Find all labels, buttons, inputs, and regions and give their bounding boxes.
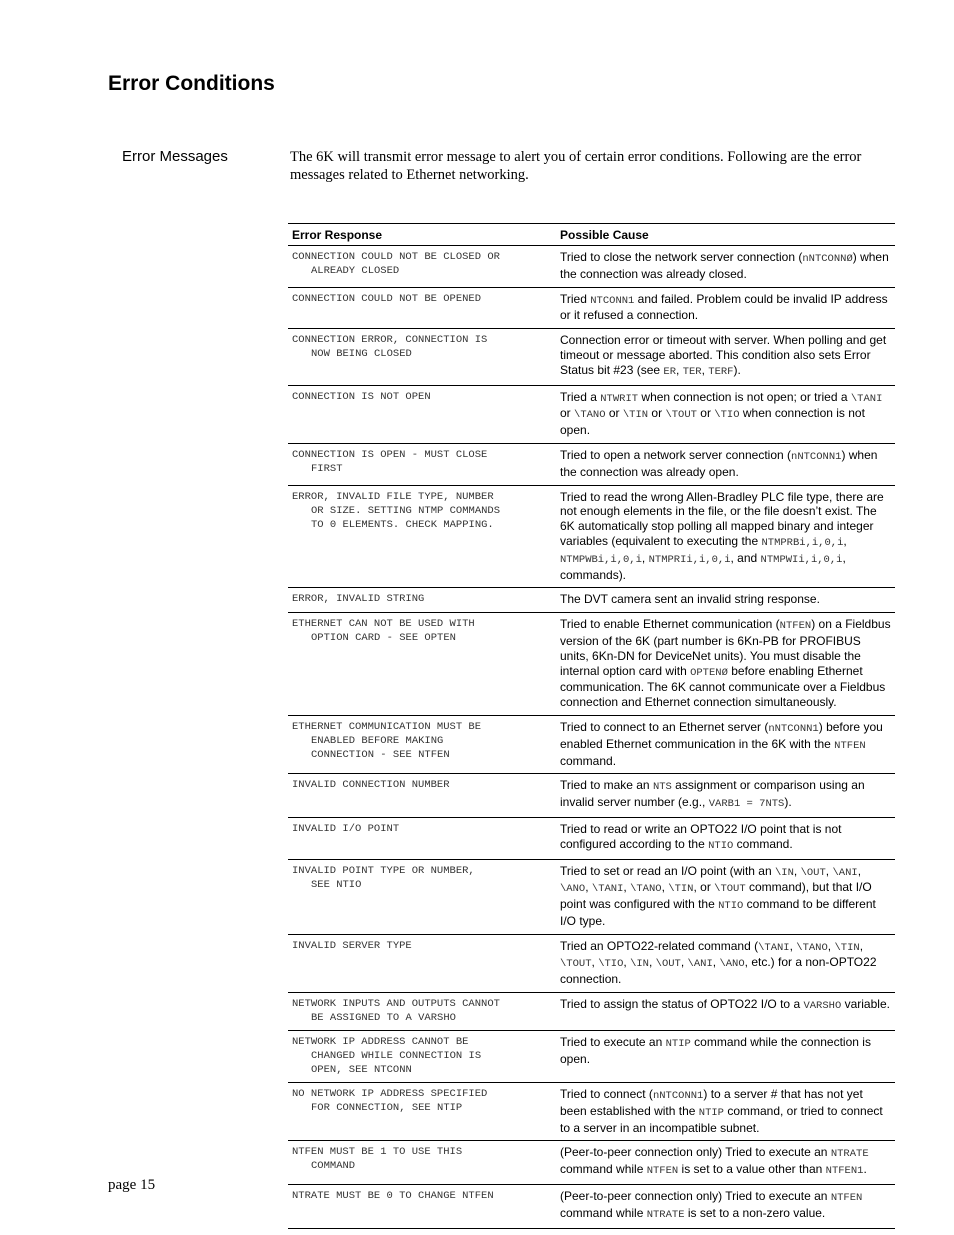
error-response-cell xyxy=(288,774,556,818)
cause-text: ) when the connection was already closed. xyxy=(560,250,889,281)
table-row xyxy=(288,934,895,992)
possible-cause-cell xyxy=(556,246,895,288)
table-row xyxy=(288,1141,895,1185)
error-response-line: NOW BEING CLOSED xyxy=(311,348,412,361)
error-response-cell xyxy=(288,443,556,485)
command-code: \OUT xyxy=(655,958,681,971)
page-title: Error Conditions xyxy=(108,72,275,95)
command-code: NTMPRIi,i,0,i xyxy=(648,553,731,566)
error-response-line: OPEN, SEE NTCONN xyxy=(311,1064,412,1077)
error-response-line: ETHERNET CAN NOT BE USED WITH xyxy=(292,618,475,631)
command-code: \ANO xyxy=(560,883,586,896)
cause-text: , etc.) for a non-OPTO22 connection. xyxy=(560,955,877,987)
error-response-line: FOR CONNECTION, SEE NTIP xyxy=(311,1102,463,1115)
command-code: nNTCONNØ xyxy=(802,253,853,265)
error-response-cell xyxy=(288,1141,556,1185)
possible-cause-cell xyxy=(556,1185,895,1229)
cause-text: (Peer-to-peer connection only) Tried to execute an xyxy=(560,1145,831,1160)
cause-text: variable. xyxy=(841,997,890,1012)
cause-text: . xyxy=(863,1162,867,1177)
possible-cause-cell xyxy=(556,613,895,716)
error-response-cell xyxy=(288,588,556,613)
command-code: NTS xyxy=(652,781,672,794)
cause-text: ) before you enabled Ethernet communication in the 6K with the xyxy=(560,719,883,751)
command-code: \TANI xyxy=(850,392,883,405)
cause-text: Tried to read the wrong Allen-Bradley PLC file type, there are not enough elements in the file, or the file doesn’t exist. The 6K automatically stop polling all mapped binary and integer variables (equivalent to executing the xyxy=(560,489,884,548)
cause-text: Tried to read or write an OPTO22 I/O point that is not configured according to the xyxy=(560,821,842,851)
cause-text: Tried xyxy=(560,291,591,306)
possible-cause-cell xyxy=(556,993,895,1031)
error-response-line: TO 0 ELEMENTS. CHECK MAPPING. xyxy=(311,518,494,531)
cause-text: or xyxy=(648,406,666,421)
cause-text: command), but that I/O point was configured with the xyxy=(560,880,872,912)
error-response-line: INVALID I/O POINT xyxy=(292,822,400,835)
command-code: \TIN xyxy=(622,409,649,422)
command-code: NTMPWIi,i,0,i xyxy=(760,553,843,566)
command-code: \TOUT xyxy=(560,958,592,971)
cause-text: Tried to make an xyxy=(560,778,653,793)
cause-text: Tried to connect to an Ethernet server ( xyxy=(560,719,769,734)
error-response-line: CONNECTION COULD NOT BE OPENED xyxy=(292,292,482,305)
possible-cause-cell xyxy=(556,385,895,443)
cause-text: (Peer-to-peer connection only) Tried to execute an xyxy=(560,1189,831,1204)
cause-text: Tried a xyxy=(560,389,601,404)
error-response-cell xyxy=(288,485,556,588)
table-body xyxy=(288,246,895,1229)
command-code: nNTCONN1 xyxy=(768,722,819,735)
command-code: \TIO xyxy=(714,409,740,422)
error-response-line: NO NETWORK IP ADDRESS SPECIFIED xyxy=(292,1088,488,1101)
error-response-line: OR SIZE. SETTING NTMP COMMANDS xyxy=(311,504,501,517)
command-code: \TANO xyxy=(630,883,662,896)
command-code: \ANI xyxy=(832,866,858,879)
table-row xyxy=(288,859,895,934)
command-code: NTMPWBi,i,0,i xyxy=(560,553,642,566)
possible-cause-cell xyxy=(556,485,895,588)
cause-text: , xyxy=(827,938,835,953)
error-response-line: CONNECTION IS OPEN - MUST CLOSE xyxy=(292,448,488,461)
error-response-cell xyxy=(288,246,556,288)
cause-text: , xyxy=(701,362,709,377)
cause-text: , xyxy=(585,880,592,895)
command-code: TERF xyxy=(708,365,734,378)
table-row xyxy=(288,329,895,385)
error-response-line: ERROR, INVALID STRING xyxy=(292,593,425,606)
command-code: \IN xyxy=(630,958,649,971)
cause-text: ) on a Fieldbus version of the 6K (part number is 6Kn-PB for PROFIBUS units, 6Kn-DN for DeviceNet units). You must disable the internal option card with xyxy=(560,617,891,678)
possible-cause-cell xyxy=(556,817,895,859)
possible-cause-cell xyxy=(556,859,895,934)
command-code: \TOUT xyxy=(714,883,746,896)
error-response-cell xyxy=(288,859,556,934)
side-heading: Error Messages xyxy=(122,148,228,165)
cause-text: ). xyxy=(784,795,792,810)
error-response-cell xyxy=(288,715,556,773)
table-row xyxy=(288,1083,895,1141)
cause-text: , xyxy=(623,955,631,970)
error-response-line: NTRATE MUST BE 0 TO CHANGE NTFEN xyxy=(292,1190,494,1203)
possible-cause-cell xyxy=(556,1141,895,1185)
cause-text: Tried to enable Ethernet communication ( xyxy=(560,617,780,632)
table-row xyxy=(288,613,895,716)
table-row xyxy=(288,993,895,1031)
cause-text: , or xyxy=(693,880,715,895)
command-code: NTIP xyxy=(665,1038,691,1051)
cause-text: or xyxy=(696,406,715,421)
table-row xyxy=(288,715,895,773)
command-code: \OUT xyxy=(800,866,826,879)
error-response-line: NETWORK IP ADDRESS CANNOT BE xyxy=(292,1036,469,1049)
column-header-possible-cause: Possible Cause xyxy=(556,224,895,246)
error-response-line: ERROR, INVALID FILE TYPE, NUMBER xyxy=(292,490,494,503)
command-code: \TIN xyxy=(834,941,860,954)
error-response-line: INVALID CONNECTION NUMBER xyxy=(292,779,450,792)
cause-text: command. xyxy=(560,753,617,768)
cause-text: , xyxy=(793,863,801,878)
error-response-line: CONNECTION IS NOT OPEN xyxy=(292,390,431,403)
command-code: \TANI xyxy=(758,941,790,954)
command-code: NTCONN1 xyxy=(590,294,635,307)
error-response-line: NETWORK INPUTS AND OUTPUTS CANNOT xyxy=(292,998,500,1011)
error-response-line: INVALID POINT TYPE OR NUMBER, xyxy=(292,864,475,877)
column-header-error-response: Error Response xyxy=(288,224,556,246)
error-response-cell xyxy=(288,817,556,859)
error-response-line: NTFEN MUST BE 1 TO USE THIS xyxy=(292,1146,463,1159)
cause-text: command, or tried to connect to a server in an incompatible subnet. xyxy=(560,1103,883,1135)
cause-text: , xyxy=(825,863,833,878)
command-code: \ANO xyxy=(719,958,745,971)
command-code: OPTENØ xyxy=(690,666,728,679)
command-code: \TANO xyxy=(796,941,828,954)
command-code: NTFEN1 xyxy=(825,1165,864,1178)
cause-text: Tried to assign the status of OPTO22 I/O to a xyxy=(560,997,804,1012)
cause-text: assignment or comparison using an invalid server number (e.g., xyxy=(560,778,865,810)
page-number: page 15 xyxy=(108,1177,156,1193)
table-row xyxy=(288,588,895,613)
command-code: ER xyxy=(663,365,677,378)
cause-text: Tried to execute an xyxy=(560,1035,666,1050)
cause-text: ) to a server # that has not yet been established with the xyxy=(560,1087,863,1118)
cause-text: Connection error or timeout with server. When polling and get timeout or message aborted. This condition also sets Error Status bit #23 (see xyxy=(560,333,887,377)
error-response-line: COMMAND xyxy=(311,1160,356,1173)
error-response-cell xyxy=(288,287,556,329)
error-response-line: INVALID SERVER TYPE xyxy=(292,939,412,952)
command-code: TER xyxy=(682,365,702,378)
error-response-line: BE ASSIGNED TO A VARSHO xyxy=(311,1012,456,1025)
error-response-line: ALREADY CLOSED xyxy=(311,265,400,277)
cause-text: The DVT camera sent an invalid string response. xyxy=(560,592,820,607)
possible-cause-cell xyxy=(556,774,895,818)
command-code: \TANI xyxy=(591,883,624,896)
cause-text: Tried to close the network server connection ( xyxy=(560,250,803,264)
command-code: NTFEN xyxy=(779,620,812,633)
possible-cause-cell xyxy=(556,1031,895,1083)
possible-cause-cell xyxy=(556,443,895,485)
command-code: NTMPRBi,i,0,i xyxy=(761,536,844,549)
command-code: \TIN xyxy=(668,883,694,896)
error-response-cell xyxy=(288,1185,556,1229)
table-header-row xyxy=(288,224,895,246)
cause-text: command to be different I/O type. xyxy=(560,897,876,928)
possible-cause-cell xyxy=(556,287,895,329)
cause-text: , xyxy=(676,362,683,377)
table-row xyxy=(288,485,895,588)
error-response-cell xyxy=(288,613,556,716)
cause-text: or xyxy=(605,406,623,421)
command-code: \IN xyxy=(775,866,794,879)
cause-text: , xyxy=(641,550,649,565)
command-code: \TOUT xyxy=(665,409,697,422)
cause-text: , and xyxy=(730,550,761,565)
error-response-line: CONNECTION ERROR, CONNECTION IS xyxy=(292,334,488,347)
cause-text: command while xyxy=(560,1205,647,1220)
cause-text: when connection is not open; or tried a xyxy=(638,389,851,404)
error-response-line: CHANGED WHILE CONNECTION IS xyxy=(311,1050,482,1063)
command-code: NTFEN xyxy=(646,1165,679,1178)
table-row xyxy=(288,287,895,329)
error-response-line: ETHERNET COMMUNICATION MUST BE xyxy=(292,720,482,733)
error-table xyxy=(288,223,895,1229)
cause-text: is set to a value other than xyxy=(678,1162,826,1177)
cause-text: command. xyxy=(733,836,793,851)
cause-text: command while the connection is open. xyxy=(560,1035,871,1066)
cause-text: Tried an OPTO22-related command ( xyxy=(560,938,759,953)
cause-text: or xyxy=(560,406,575,421)
cause-text: , xyxy=(648,955,656,970)
possible-cause-cell xyxy=(556,329,895,385)
cause-text: when connection is not open. xyxy=(560,406,865,438)
error-response-cell xyxy=(288,1083,556,1141)
cause-text: and failed. Problem could be invalid IP address or it refused a connection. xyxy=(560,291,888,323)
cause-text: ) when the connection was already open. xyxy=(560,447,878,479)
command-code: nNTCONN1 xyxy=(791,450,842,463)
error-response-line: FIRST xyxy=(311,462,343,475)
command-code: NTFEN xyxy=(834,739,866,752)
error-response-cell xyxy=(288,934,556,992)
cause-text: , xyxy=(591,955,599,970)
cause-text: , xyxy=(843,533,847,548)
error-response-line: CONNECTION COULD NOT BE CLOSED OR xyxy=(292,251,500,263)
command-code: \TIO xyxy=(598,958,624,971)
command-code: NTFEN xyxy=(830,1192,863,1205)
possible-cause-cell xyxy=(556,588,895,613)
cause-text: , xyxy=(661,880,669,895)
error-response-line: ENABLED BEFORE MAKING xyxy=(311,734,444,747)
possible-cause-cell xyxy=(556,1083,895,1141)
table-row xyxy=(288,385,895,443)
table-row xyxy=(288,1031,895,1083)
cause-text: , xyxy=(680,955,688,970)
cause-text: Tried to open a network server connection ( xyxy=(560,447,792,462)
command-code: NTWRIT xyxy=(600,392,639,405)
error-response-line: SEE NTIO xyxy=(311,878,362,891)
error-response-line: OPTION CARD - SEE OPTEN xyxy=(311,632,456,645)
error-response-cell xyxy=(288,385,556,443)
command-code: \TANO xyxy=(574,409,606,422)
cause-text: , xyxy=(789,938,797,953)
command-code: NTIO xyxy=(708,839,734,852)
table-row xyxy=(288,246,895,288)
error-response-line: CONNECTION - SEE NTFEN xyxy=(311,748,450,761)
cause-text: before enabling Ethernet communication. The 6K cannot communicate over a Fieldbus connection and Ethernet connection simultaneously. xyxy=(560,663,886,710)
error-response-cell xyxy=(288,1031,556,1083)
command-code: NTIO xyxy=(718,900,744,913)
possible-cause-cell xyxy=(556,934,895,992)
cause-text: , xyxy=(712,955,720,970)
error-response-cell xyxy=(288,329,556,385)
possible-cause-cell xyxy=(556,715,895,773)
table-row xyxy=(288,817,895,859)
table-row xyxy=(288,774,895,818)
cause-text: Tried to set or read an I/O point (with an xyxy=(560,863,775,878)
cause-text: , xyxy=(623,880,631,895)
table-row xyxy=(288,443,895,485)
command-code: VARB1 = 7NTS xyxy=(708,798,785,811)
error-response-cell xyxy=(288,993,556,1031)
command-code: VARSHO xyxy=(803,1000,842,1013)
command-code: NTRATE xyxy=(646,1208,685,1221)
cause-text: ). xyxy=(733,362,741,377)
cause-text: is set to a non-zero value. xyxy=(684,1205,826,1220)
command-code: NTRATE xyxy=(830,1148,869,1161)
intro-paragraph: The 6K will transmit error message to alert you of certain error conditions. Following are the error messages related to Ethernet networking. xyxy=(290,149,862,183)
command-code: nNTCONN1 xyxy=(652,1090,704,1103)
cause-text: , commands). xyxy=(560,550,846,582)
cause-text: , xyxy=(857,863,862,878)
command-code: NTIP xyxy=(698,1106,724,1119)
cause-text: , xyxy=(859,938,864,953)
cause-text: Tried to connect ( xyxy=(560,1087,653,1102)
command-code: \ANI xyxy=(687,958,713,971)
table-row xyxy=(288,1185,895,1229)
cause-text: command while xyxy=(560,1162,647,1177)
